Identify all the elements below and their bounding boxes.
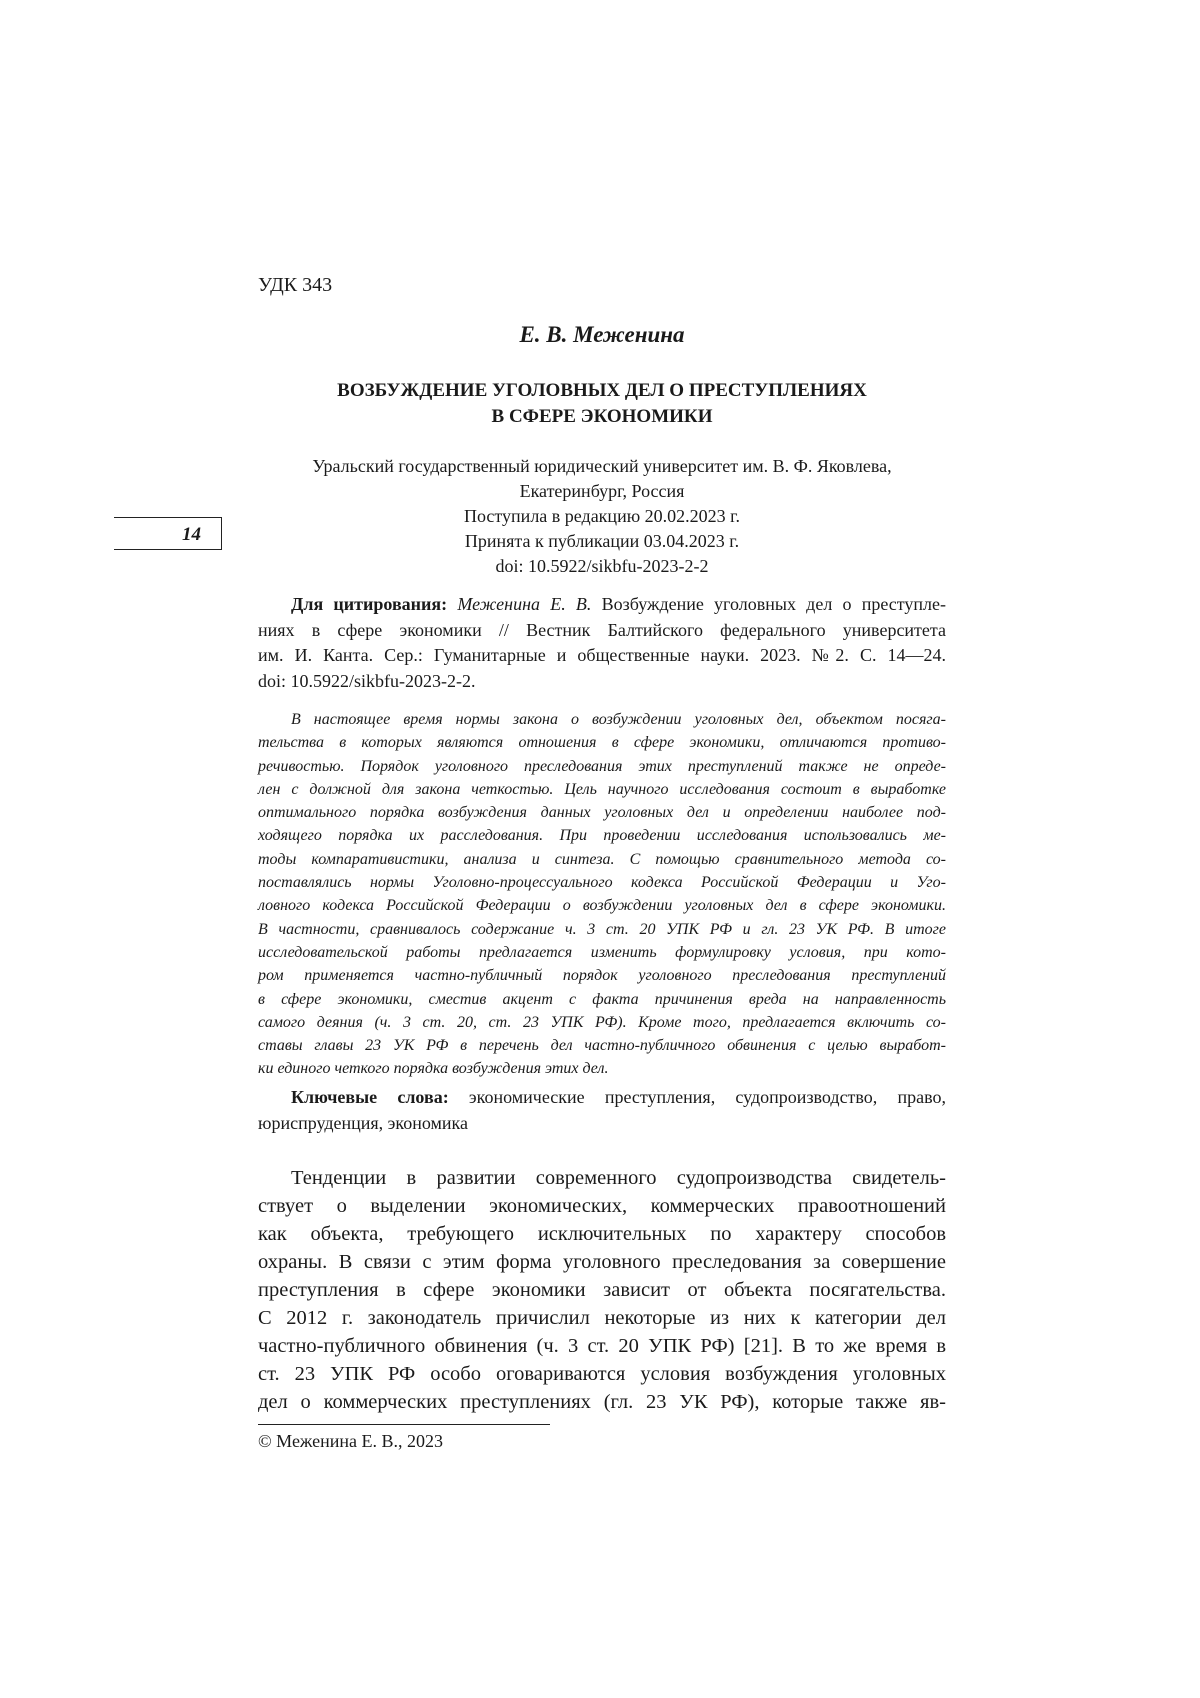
body-line: охраны. В связи с этим форма уголовного преследования за совершение: [258, 1251, 946, 1273]
article-meta: [258, 454, 946, 579]
page-number: 14: [182, 524, 201, 545]
doi: doi: 10.5922/sikbfu-2023-2-2: [495, 556, 709, 576]
abstract-line: В настоящее время нормы закона о возбуждении уголовных дел, объектом посяга-: [291, 711, 946, 728]
body-line: ст. 23 УПК РФ особо оговариваются условия возбуждения уголовных: [258, 1363, 946, 1385]
citation-text: Возбуждение уголовных дел о преступле-: [601, 594, 947, 614]
citation-author: Меженина Е. В.: [457, 594, 592, 614]
abstract-line: тоды компаративистики, анализа и синтеза. С помощью сравнительного метода со-: [258, 850, 946, 868]
abstract-line: ставы главы 23 УК РФ в перечень дел частно-публичного обвинения с целью выработ-: [258, 1037, 946, 1055]
abstract-line: ходящего порядка их расследования. При проведении исследования использовались ме-: [258, 827, 946, 845]
keywords-line: юриспруденция, экономика: [258, 1112, 468, 1133]
abstract-line: В частности, сравнивалось содержание ч. 3 ст. 20 УПК РФ и гл. 23 УК РФ. В итоге: [258, 920, 946, 938]
citation-line: doi: 10.5922/sikbfu-2023-2-2.: [258, 670, 476, 691]
abstract-line: ром применяется частно-публичный порядок уголовного преследования преступлений: [258, 967, 946, 985]
abstract-line: оптимального порядка возбуждения данных уголовных дел и определении наиболее под-: [258, 804, 946, 822]
body-line: Тенденции в развитии современного судопроизводства свидетель-: [291, 1167, 946, 1189]
abstract-line: ловного кодекса Российской Федерации о возбуждении уголовных дел в сфере экономики.: [258, 897, 946, 915]
author-name: Е. В. Меженина: [519, 322, 685, 347]
abstract-line: поставлялись нормы Уголовно-процессуального кодекса Российской Федерации и Уго-: [258, 874, 946, 892]
keywords-block: [258, 1085, 946, 1136]
affiliation: Уральский государственный юридический университет им. В. Ф. Яковлева,: [312, 456, 892, 476]
abstract-line: речивостью. Порядок уголовного преследования этих преступлений также не опреде-: [258, 757, 946, 775]
keywords-text: экономические преступления, судопроизводство, право,: [468, 1087, 947, 1107]
abstract-line: лен с должной для закона четкостью. Цель научного исследования состоит в выработке: [258, 780, 946, 798]
citation-block: [258, 592, 946, 694]
page-number-box: [114, 517, 222, 550]
citation-label: Для цитирования:: [291, 594, 448, 614]
abstract-line: тельства в которых являются отношения в сфере экономики, отличаются противо-: [258, 734, 946, 752]
title-line: В СФЕРЕ ЭКОНОМИКИ: [491, 406, 713, 427]
body-line: частно-публичного обвинения (ч. 3 ст. 20 УПК РФ) [21]. В то же время в: [258, 1335, 946, 1357]
udk-code: УДК 343: [258, 274, 333, 296]
body-text: [258, 1164, 946, 1416]
citation-line: ниях в сфере экономики // Вестник Балтийского федерального университета: [258, 619, 946, 640]
abstract: [258, 708, 946, 1081]
location: Екатеринбург, Россия: [519, 481, 685, 501]
citation-line: [258, 592, 946, 618]
keywords-line: [258, 1085, 946, 1111]
article-title: [258, 378, 946, 430]
body-line: С 2012 г. законодатель причислил некоторые из них к категории дел: [258, 1307, 946, 1329]
body-line: как объекта, требующего исключительных по характеру способов: [258, 1223, 946, 1245]
footnote-divider: [258, 1424, 550, 1425]
received-date: Поступила в редакцию 20.02.2023 г.: [463, 506, 740, 526]
abstract-line: исследовательской работы предлагается изменить формулировку условия, при кото-: [258, 943, 946, 961]
title-line: ВОЗБУЖДЕНИЕ УГОЛОВНЫХ ДЕЛ О ПРЕСТУПЛЕНИЯХ: [337, 380, 867, 401]
accepted-date: Принята к публикации 03.04.2023 г.: [464, 531, 740, 551]
copyright-footnote: © Меженина Е. В., 2023: [258, 1431, 444, 1451]
keywords-label: Ключевые слова:: [291, 1087, 449, 1107]
abstract-line: ки единого четкого порядка возбуждения этих дел.: [258, 1060, 609, 1078]
body-line: ствует о выделении экономических, коммерческих правоотношений: [258, 1195, 946, 1217]
citation-line: им. И. Канта. Сер.: Гуманитарные и общественные науки. 2023. №2. С. 14—24.: [258, 645, 946, 665]
body-line: дел о коммерческих преступлениях (гл. 23 УК РФ), которые также яв-: [258, 1391, 946, 1413]
abstract-line: в сфере экономики, сместив акцент с факта причинения вреда на направленность: [258, 990, 946, 1008]
abstract-line: самого деяния (ч. 3 ст. 20, ст. 23 УПК РФ). Кроме того, предлагается включить со-: [258, 1013, 946, 1031]
body-line: преступления в сфере экономики зависит от объекта посягательства.: [258, 1279, 946, 1301]
